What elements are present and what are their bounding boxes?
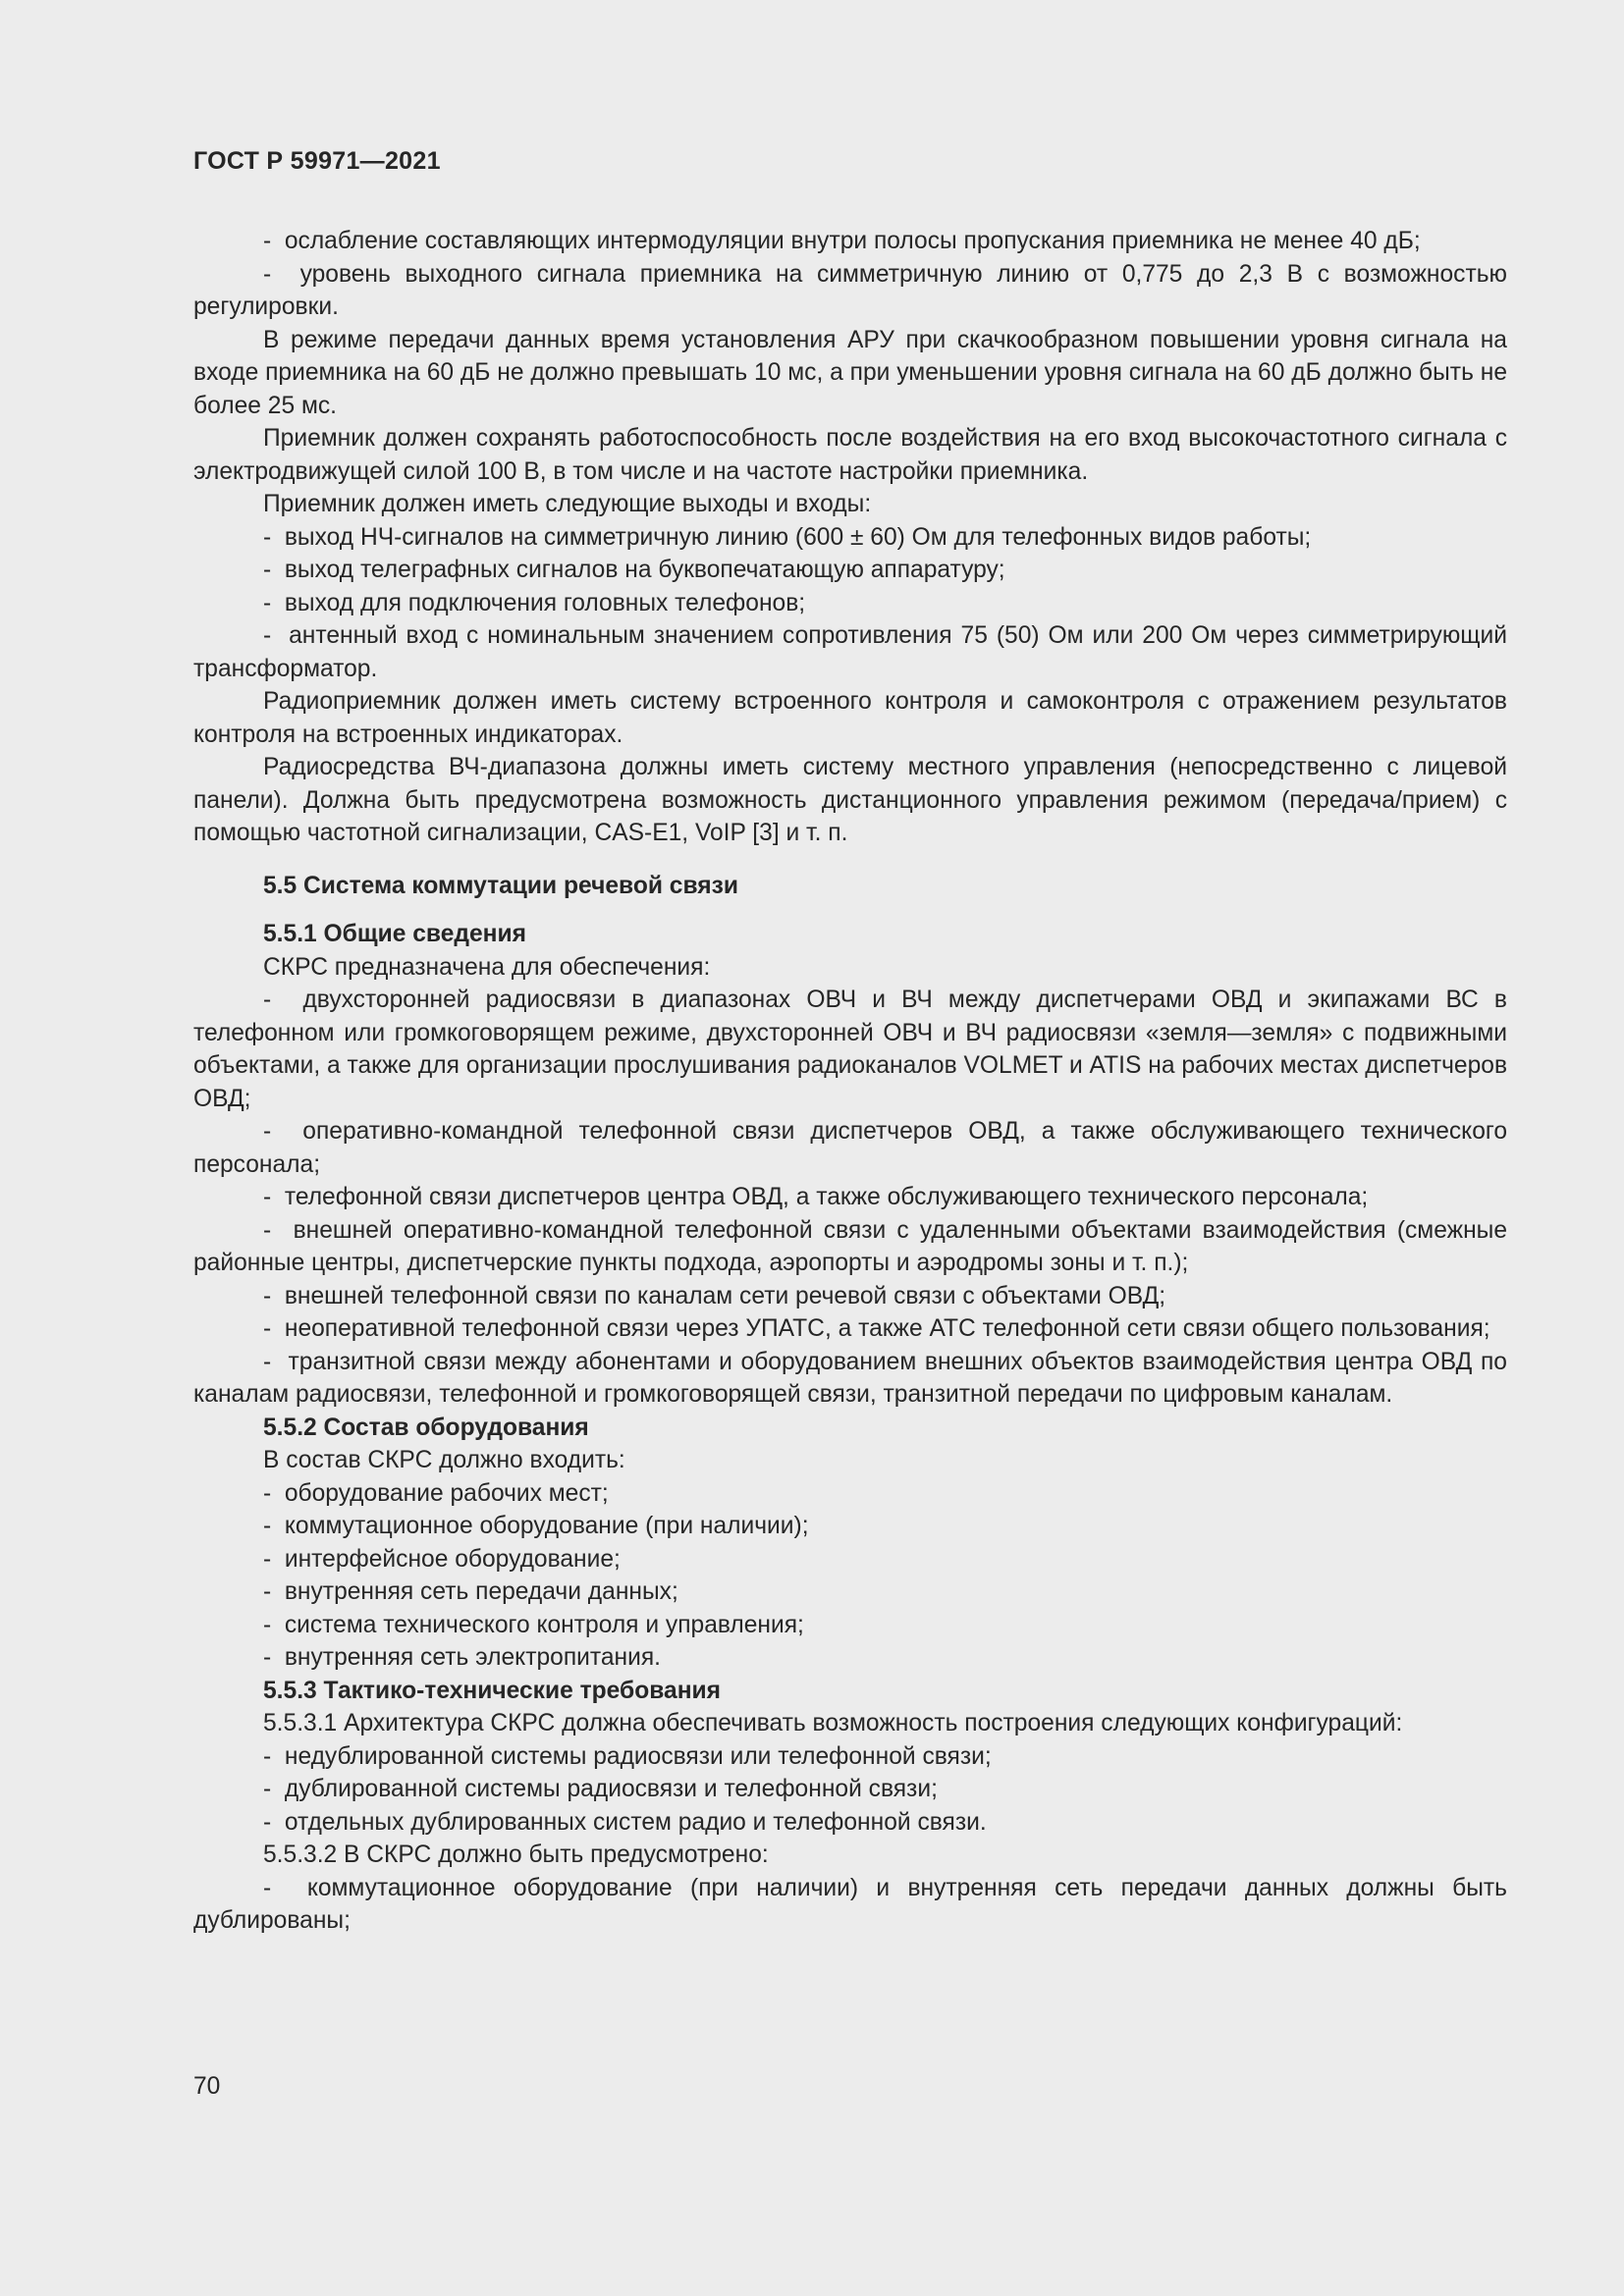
list-item: - антенный вход с номинальным значением сопротивления 75 (50) Ом или 200 Ом через симметрирующий трансформатор. xyxy=(193,619,1507,685)
list-item: - транзитной связи между абонентами и оборудованием внешних объектов взаимодействия центра ОВД по каналам радиосвязи, телефонной и громкоговорящей связи, транзитной передачи по цифровым каналам. xyxy=(193,1346,1507,1412)
section-heading-5-5-2: 5.5.2 Состав оборудования xyxy=(263,1414,589,1441)
section-heading-5-5: 5.5 Система коммутации речевой связи xyxy=(263,872,738,899)
list-item: - выход НЧ-сигналов на симметричную линию (600 ± 60) Ом для телефонных видов работы; xyxy=(193,521,1507,555)
paragraph: Радиоприемник должен иметь систему встроенного контроля и самоконтроля с отражением результатов контроля на встроенных индикаторах. xyxy=(193,688,1507,748)
list-item: - оборудование рабочих мест; xyxy=(193,1477,1507,1511)
section-heading-5-5-3: 5.5.3 Тактико-технические требования xyxy=(263,1677,722,1704)
document-header: ГОСТ Р 59971—2021 xyxy=(193,147,441,175)
document-body xyxy=(193,225,1507,1938)
paragraph: 5.5.3.2 В СКРС должно быть предусмотрено: xyxy=(263,1842,769,1868)
list-item: - внешней телефонной связи по каналам сети речевой связи с объектами ОВД; xyxy=(193,1280,1507,1313)
paragraph-group-a xyxy=(193,225,1507,850)
list-item: - двухсторонней радиосвязи в диапазонах ОВЧ и ВЧ между диспетчерами ОВД и экипажами ВС в телефонном или громкоговорящем режиме, двухсторонней ОВЧ и ВЧ радиосвязи «земля—земля» с подвижными объектами, а также для организации прослушивания радиоканалов VOLMET и ATIS на рабочих местах диспетчеров ОВД; xyxy=(193,984,1507,1115)
paragraph: В режиме передачи данных время установления АРУ при скачкообразном повышении уровня сигнала на входе приемника на 60 дБ не должно превышать 10 мс, а при уменьшении уровня сигнала на 60 дБ должно быть не более 25 мс. xyxy=(193,326,1507,419)
paragraph-group-d xyxy=(193,1707,1507,1938)
list-item: - внутренняя сеть электропитания. xyxy=(193,1641,1507,1675)
list-item: - оперативно-командной телефонной связи диспетчеров ОВД, а также обслуживающего технического персонала; xyxy=(193,1115,1507,1181)
list-item: - внешней оперативно-командной телефонной связи с удаленными объектами взаимодействия (смежные районные центры, диспетчерские пункты подхода, аэропорты и аэродромы зоны и т. п.); xyxy=(193,1214,1507,1280)
list-item: - интерфейсное оборудование; xyxy=(193,1543,1507,1576)
paragraph: Приемник должен сохранять работоспособность после воздействия на его вход высокочастотного сигнала с электродвижущей силой 100 В, в том числе и на частоте настройки приемника. xyxy=(193,425,1507,485)
list-item: - недублированной системы радиосвязи или телефонной связи; xyxy=(193,1740,1507,1774)
paragraph-group-c xyxy=(193,1444,1507,1675)
list-item: - выход телеграфных сигналов на буквопечатающую аппаратуру; xyxy=(193,554,1507,587)
list-item: - выход для подключения головных телефонов; xyxy=(193,587,1507,620)
list-item: - дублированной системы радиосвязи и телефонной связи; xyxy=(193,1773,1507,1806)
paragraph: СКРС предназначена для обеспечения: xyxy=(263,953,711,981)
list-item: - внутренняя сеть передачи данных; xyxy=(193,1575,1507,1609)
list-item: - ослабление составляющих интермодуляции внутри полосы пропускания приемника не менее 40 дБ; xyxy=(193,225,1507,258)
paragraph: Радиосредства ВЧ-диапазона должны иметь систему местного управления (непосредственно с лицевой панели). Должна быть предусмотрена возможность дистанционного управления режимом (передача/прием) с помощью частотной сигнализации, CAS-E1, VoIP [3] и т. п. xyxy=(193,754,1507,846)
list-item: - коммутационное оборудование (при наличии); xyxy=(193,1510,1507,1543)
paragraph: 5.5.3.1 Архитектура СКРС должна обеспечивать возможность построения следующих конфигураций: xyxy=(263,1710,1403,1736)
list-item: - неоперативной телефонной связи через УПАТС, а также АТС телефонной сети связи общего пользования; xyxy=(193,1312,1507,1346)
list-item: - система технического контроля и управления; xyxy=(193,1609,1507,1642)
page-number: 70 xyxy=(193,2073,221,2100)
section-heading-5-5-1: 5.5.1 Общие сведения xyxy=(263,921,526,947)
paragraph: В состав СКРС должно входить: xyxy=(263,1447,625,1473)
paragraph-group-b xyxy=(193,951,1507,1412)
list-item: - коммутационное оборудование (при наличии) и внутренняя сеть передачи данных должны быть дублированы; xyxy=(193,1872,1507,1938)
paragraph: Приемник должен иметь следующие выходы и входы: xyxy=(263,491,872,517)
list-item: - отдельных дублированных систем радио и телефонной связи. xyxy=(193,1806,1507,1840)
list-item: - уровень выходного сигнала приемника на симметричную линию от 0,775 до 2,3 В с возможностью регулировки. xyxy=(193,258,1507,324)
list-item: - телефонной связи диспетчеров центра ОВД, а также обслуживающего технического персонала; xyxy=(193,1181,1507,1214)
